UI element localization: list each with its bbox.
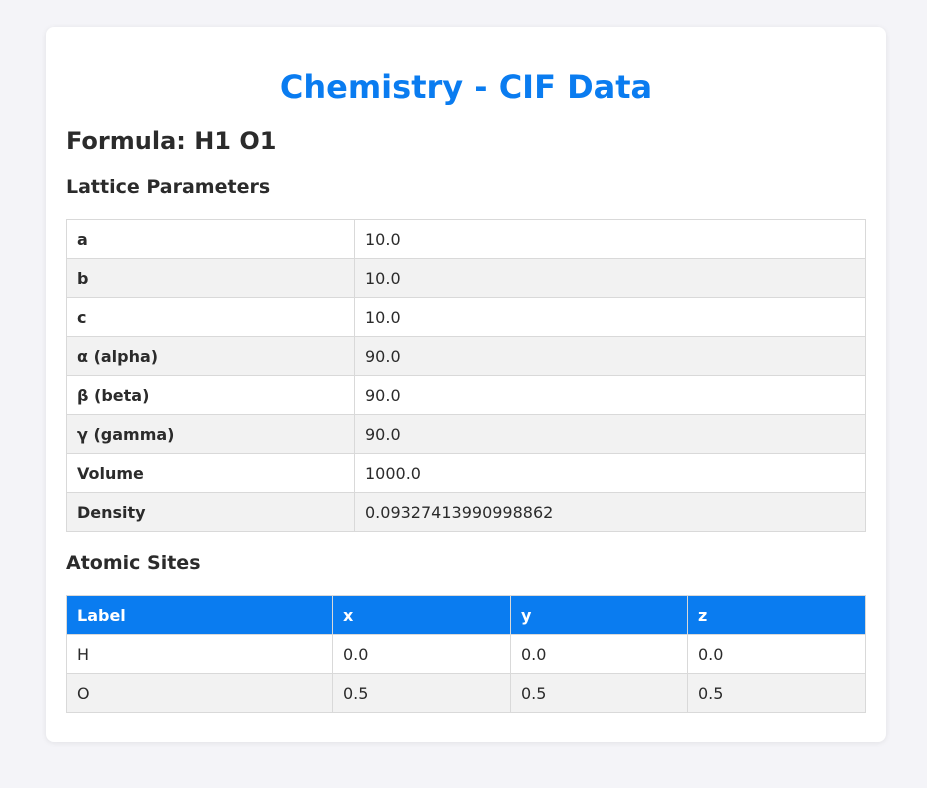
formula-heading: Formula: H1 O1 <box>66 127 277 155</box>
lattice-key: Density <box>67 493 355 532</box>
column-header-y: y <box>511 596 688 635</box>
lattice-value: 1000.0 <box>355 454 866 493</box>
lattice-key: γ (gamma) <box>67 415 355 454</box>
atom-y: 0.0 <box>511 635 688 674</box>
table-row <box>67 259 866 298</box>
atom-z: 0.0 <box>688 635 866 674</box>
atom-y: 0.5 <box>511 674 688 713</box>
lattice-value: 90.0 <box>355 376 866 415</box>
lattice-key: β (beta) <box>67 376 355 415</box>
lattice-parameters-heading: Lattice Parameters <box>66 176 271 198</box>
table-row <box>67 635 866 674</box>
table-header-row <box>67 596 866 635</box>
atom-label: O <box>67 674 333 713</box>
atom-x: 0.5 <box>333 674 511 713</box>
content-card <box>46 27 886 742</box>
atom-label: H <box>67 635 333 674</box>
lattice-value: 90.0 <box>355 415 866 454</box>
atom-x: 0.0 <box>333 635 511 674</box>
column-header-x: x <box>333 596 511 635</box>
column-header-label: Label <box>67 596 333 635</box>
table-row <box>67 337 866 376</box>
lattice-value: 10.0 <box>355 220 866 259</box>
table-row <box>67 674 866 713</box>
table-row <box>67 493 866 532</box>
lattice-parameters-table <box>66 219 866 532</box>
table-row <box>67 454 866 493</box>
lattice-key: a <box>67 220 355 259</box>
table-row <box>67 376 866 415</box>
table-row <box>67 298 866 337</box>
lattice-value: 0.09327413990998862 <box>355 493 866 532</box>
lattice-key: α (alpha) <box>67 337 355 376</box>
atom-z: 0.5 <box>688 674 866 713</box>
lattice-value: 10.0 <box>355 298 866 337</box>
column-header-z: z <box>688 596 866 635</box>
lattice-key: c <box>67 298 355 337</box>
lattice-value: 10.0 <box>355 259 866 298</box>
page-title: Chemistry - CIF Data <box>279 68 653 106</box>
lattice-value: 90.0 <box>355 337 866 376</box>
table-row <box>67 220 866 259</box>
atomic-sites-table <box>66 595 866 713</box>
lattice-key: b <box>67 259 355 298</box>
atomic-sites-heading: Atomic Sites <box>66 552 201 574</box>
lattice-key: Volume <box>67 454 355 493</box>
table-row <box>67 415 866 454</box>
